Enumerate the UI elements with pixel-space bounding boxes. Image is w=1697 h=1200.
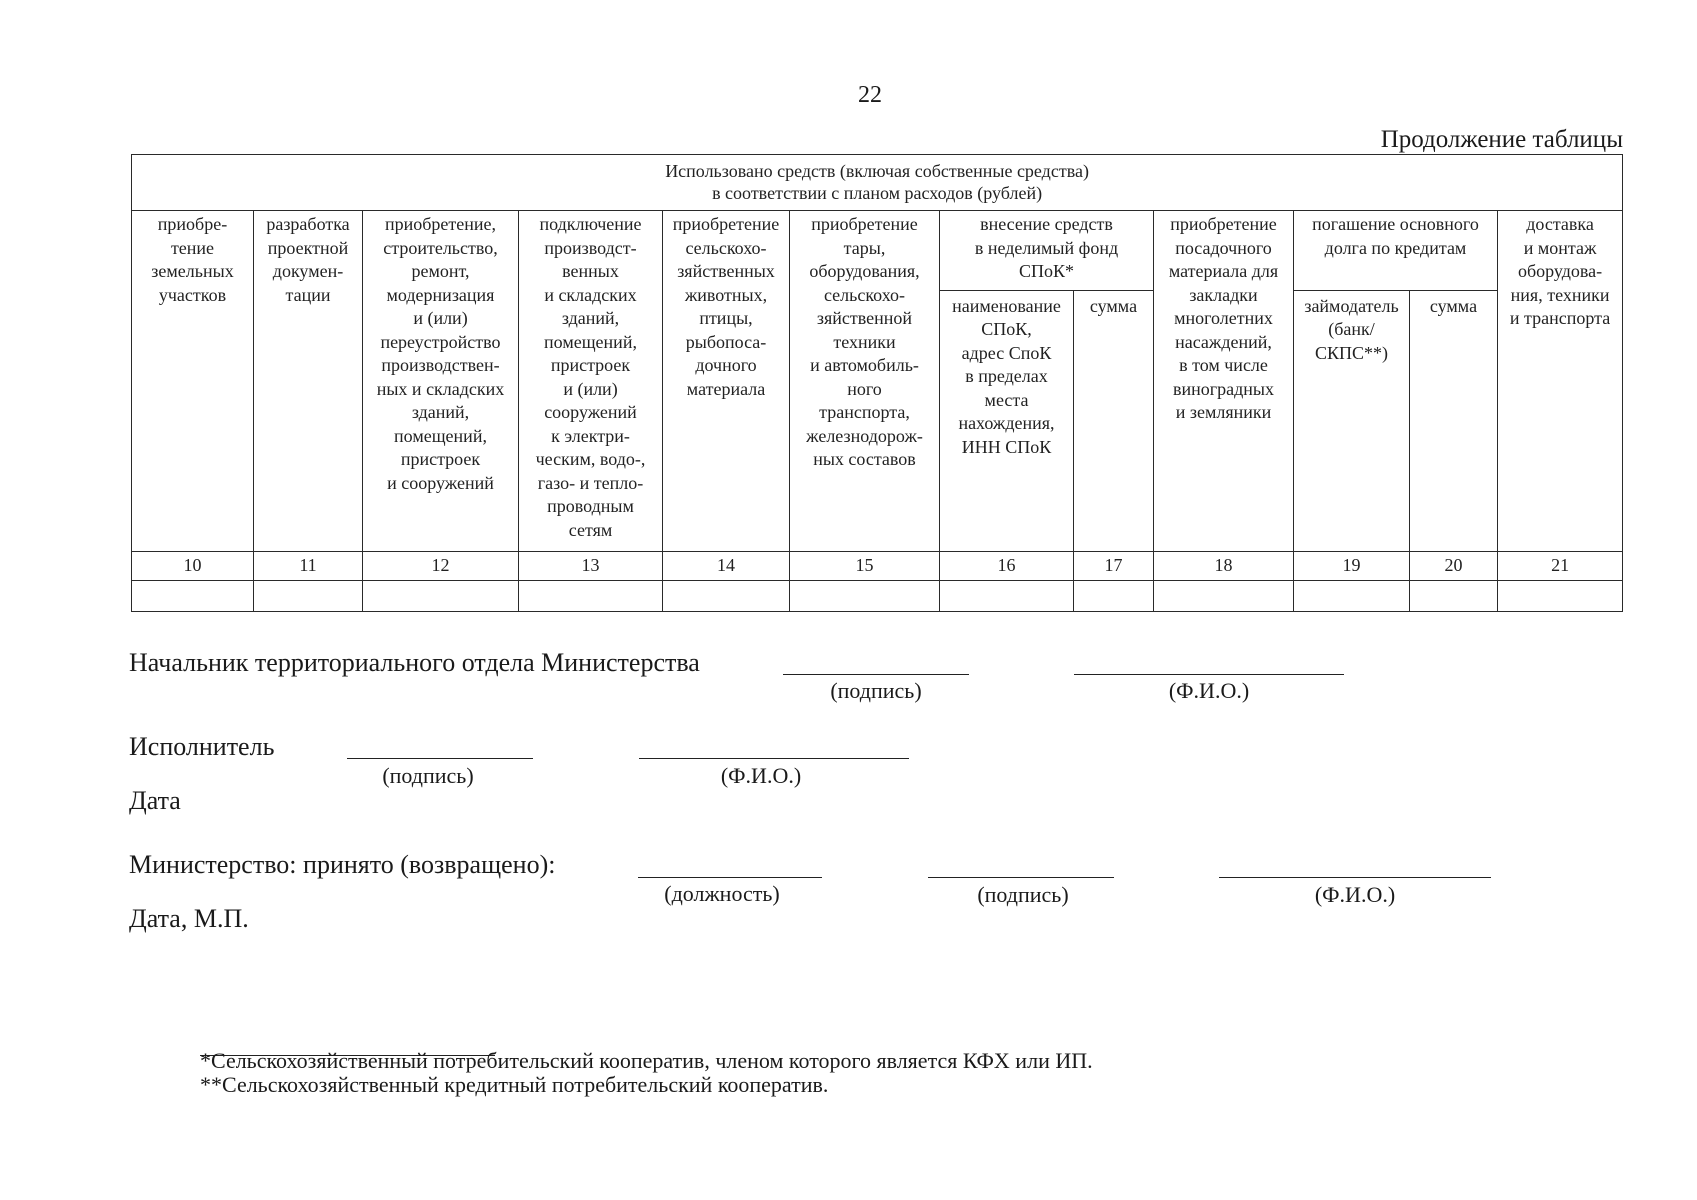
column-number: 15 [790,551,940,580]
column-number: 14 [663,551,790,580]
footnote-1: *Сельскохозяйственный потребительский кооператив, членом которого является КФХ или ИП. [200,1048,1093,1073]
column-number: 20 [1410,551,1498,580]
data-cell[interactable] [1410,580,1498,611]
data-cell[interactable] [790,580,940,611]
page-number: 22 [858,82,882,108]
col-header-21: доставка и монтаж оборудова- ния, техники и транспорта [1498,211,1623,552]
data-cell[interactable] [1074,580,1154,611]
table-continuation-label: Продолжение таблицы [1380,126,1623,153]
col-header-19: займодатель (банк/ СКПС**) [1294,290,1410,551]
column-number: 10 [132,551,254,580]
column-number: 21 [1498,551,1623,580]
data-cell[interactable] [1294,580,1410,611]
column-number: 11 [254,551,363,580]
executor-sign-caption: (подпись) [382,763,474,788]
executor-name-caption: (Ф.И.О.) [720,763,802,788]
column-number: 13 [519,551,663,580]
date-label: Дата [129,786,181,815]
col-header-14: приобретение сельскохо- зяйственных животных, птицы, рыбопоса- дочного материала [663,211,790,552]
col-header-20: сумма [1410,290,1498,551]
footnote-2: **Сельскохозяйственный кредитный потребительский кооператив. [200,1072,829,1097]
executor-label: Исполнитель [129,732,275,761]
head-sign-line [783,674,969,675]
column-number: 17 [1074,551,1154,580]
data-cell[interactable] [519,580,663,611]
head-sign-caption: (подпись) [830,678,922,703]
data-cell[interactable] [132,580,254,611]
data-cell[interactable] [940,580,1074,611]
ministry-name-line [1219,877,1491,878]
col-header-10: приобре- тение земельных участков [132,211,254,552]
data-cell[interactable] [663,580,790,611]
column-number: 19 [1294,551,1410,580]
ministry-position-caption: (должность) [664,881,780,906]
data-cell[interactable] [254,580,363,611]
data-cell[interactable] [1154,580,1294,611]
head-name-caption: (Ф.И.О.) [1168,678,1250,703]
executor-name-line [639,758,909,759]
column-number: 16 [940,551,1074,580]
col-header-16: наименование СПоК, адрес СпоК в пределах места нахождения, ИНН СПоК [940,290,1074,551]
column-number: 18 [1154,551,1294,580]
data-cell[interactable] [1498,580,1623,611]
ministry-sign-line [928,877,1114,878]
group-header: Использовано средств (включая собственные средства) в соответствии с планом расходов (рублей) [132,155,1623,211]
expenses-table [131,154,1623,612]
col-header-13: подключение производст- венных и складских зданий, помещений, пристроек и (или) сооружений к электри- ческим, водо-, газо- и тепло- проводным сетям [519,211,663,552]
column-number: 12 [363,551,519,580]
col-header-18: приобретение посадочного материала для закладки многолетних насаждений, в том числе виноградных и земляники [1154,211,1294,552]
col-header-15: приобретение тары, оборудования, сельскохо- зяйственной техники и автомобиль- ного транспорта, железнодорож- ных составов [790,211,940,552]
col-header-12: приобретение, строительство, ремонт, модернизация и (или) переустройство производствен- ных и складских зданий, помещений, пристроек и сооружений [363,211,519,552]
col-group-header-16-17: внесение средств в неделимый фонд СПоК* [940,211,1154,291]
empty-data-row [132,580,1623,611]
executor-sign-line [347,758,533,759]
ministry-label: Министерство: принято (возвращено): [129,850,556,879]
col-header-11: разработка проектной докумен- тации [254,211,363,552]
col-header-17: сумма [1074,290,1154,551]
data-cell[interactable] [363,580,519,611]
head-signatory-label: Начальник территориального отдела Министерства [129,648,700,677]
col-group-header-19-20: погашение основного долга по кредитам [1294,211,1498,291]
date-stamp-label: Дата, М.П. [129,904,249,933]
ministry-name-caption: (Ф.И.О.) [1314,882,1396,907]
head-name-line [1074,674,1344,675]
ministry-sign-caption: (подпись) [977,882,1069,907]
ministry-position-line [638,877,822,878]
